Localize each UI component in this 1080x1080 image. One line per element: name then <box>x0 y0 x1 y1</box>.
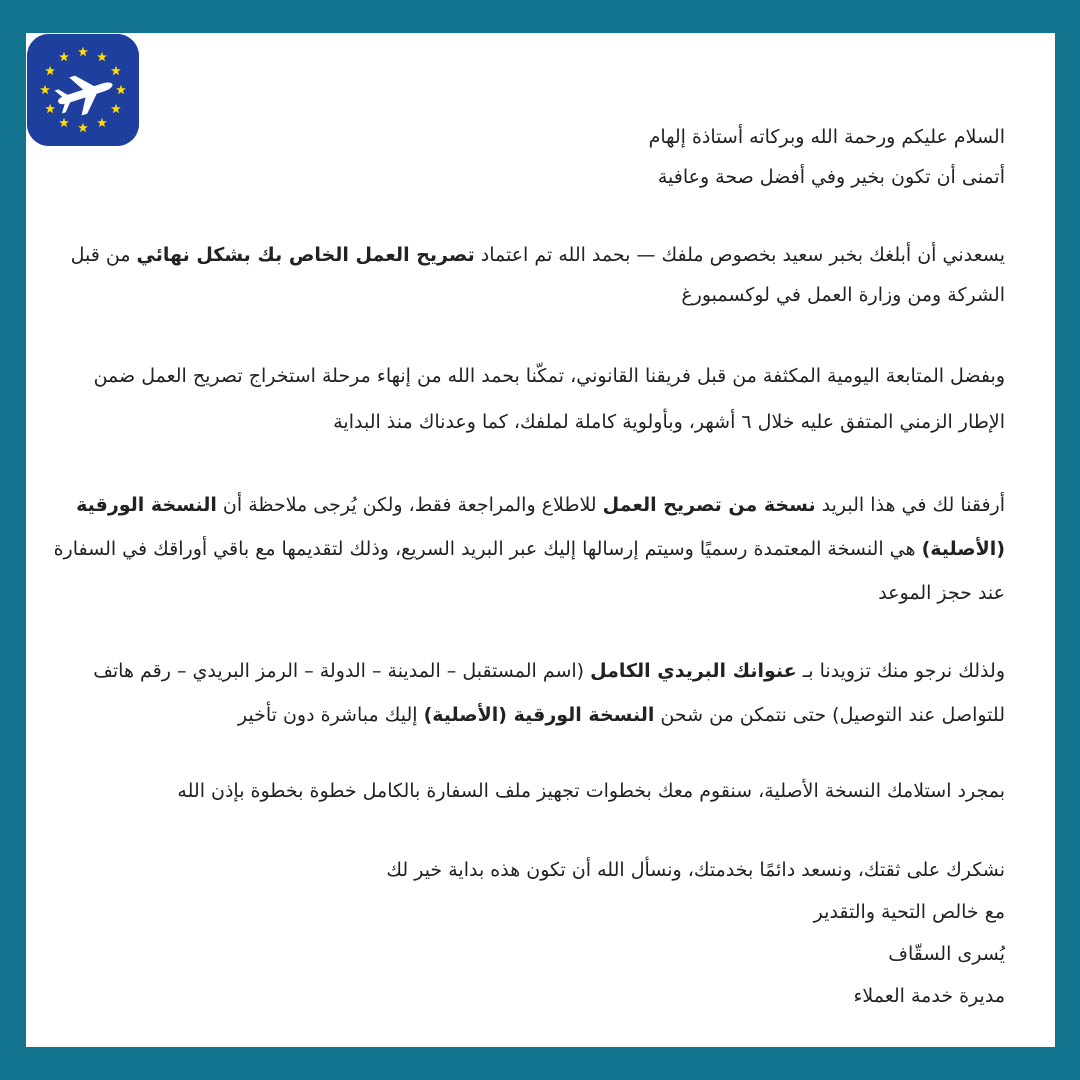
eu-airplane-logo-icon <box>27 34 139 146</box>
approval-text-c: من قبل <box>70 244 137 266</box>
paragraph-attachment <box>45 483 1005 615</box>
address-text-a: ولذلك نرجو منك تزويدنا بـ <box>796 660 1005 682</box>
closing-line: مع خالص التحية والتقدير <box>813 901 1005 923</box>
attachment-highlight-original: (الأصلية) <box>921 538 1005 560</box>
signature-name: يُسرى السقّاف <box>888 943 1005 965</box>
greeting-line: السلام عليكم ورحمة الله وبركاته أستاذة إلهام <box>648 126 1005 148</box>
followup-line-1: وبفضل المتابعة اليومية المكثفة من قبل فريقنا القانوني، تمكّنا بحمد الله من إنهاء مرحلة استخراج تصريح العمل ضمن <box>93 365 1005 387</box>
attachment-highlight-copy: نسخة من تصريح العمل <box>602 494 816 516</box>
eu-stars-airplane-icon <box>27 34 139 146</box>
address-text-d: للتواصل عند التوصيل) حتى نتمكن من شحن <box>654 704 1005 726</box>
signature-title: مديرة خدمة العملاء <box>853 985 1005 1007</box>
paragraph-approval <box>45 235 1005 315</box>
paragraph-next-steps: بمجرد استلامك النسخة الأصلية، سنقوم معك بخطوات تجهيز ملف السفارة بالكامل خطوة بخطوة بإذن الله <box>177 780 1005 802</box>
address-highlight: عنوانك البريدي الكامل <box>590 660 797 682</box>
paragraph-address-request <box>45 649 1005 737</box>
approval-text-d: الشركة ومن وزارة العمل في لوكسمبورغ <box>681 284 1005 306</box>
address-text-c: (اسم المستقبل – المدينة – الدولة – الرمز البريدي – رقم هاتف <box>93 660 591 682</box>
followup-line-2: الإطار الزمني المتفق عليه خلال ٦ أشهر، وبأولوية كاملة لملفك، كما وعدناك منذ البداية <box>333 411 1005 433</box>
attachment-text-g: عند حجز الموعد <box>878 582 1005 604</box>
address-highlight-paper: النسخة الورقية (الأصلية) <box>423 704 655 726</box>
letter-page <box>26 33 1055 1047</box>
attachment-text-f: هي النسخة المعتمدة رسميًا وسيتم إرسالها إليك عبر البريد السريع، وذلك لتقديمها مع باقي أوراقك في السفارة <box>53 538 922 560</box>
letter-body <box>45 117 1005 1017</box>
attachment-text-a: أرفقنا لك في هذا البريد <box>815 494 1005 516</box>
approval-text-a: يسعدني أن أبلغك بخبر سعيد بخصوص ملفك — بحمد الله تم اعتماد <box>474 244 1005 266</box>
wish-line: أتمنى أن تكون بخير وفي أفضل صحة وعافية <box>657 166 1005 188</box>
attachment-highlight-paper: النسخة الورقية <box>76 494 217 516</box>
address-text-f: إليك مباشرة دون تأخير <box>237 704 424 726</box>
paragraph-followup <box>45 353 1005 445</box>
thanks-line: نشكرك على ثقتك، ونسعد دائمًا بخدمتك، ونسأل الله أن تكون هذه بداية خير لك <box>386 859 1005 881</box>
attachment-text-c: للاطلاع والمراجعة فقط، ولكن يُرجى ملاحظة أن <box>216 494 603 516</box>
approval-highlight: تصريح العمل الخاص بك بشكل نهائي <box>136 244 475 266</box>
